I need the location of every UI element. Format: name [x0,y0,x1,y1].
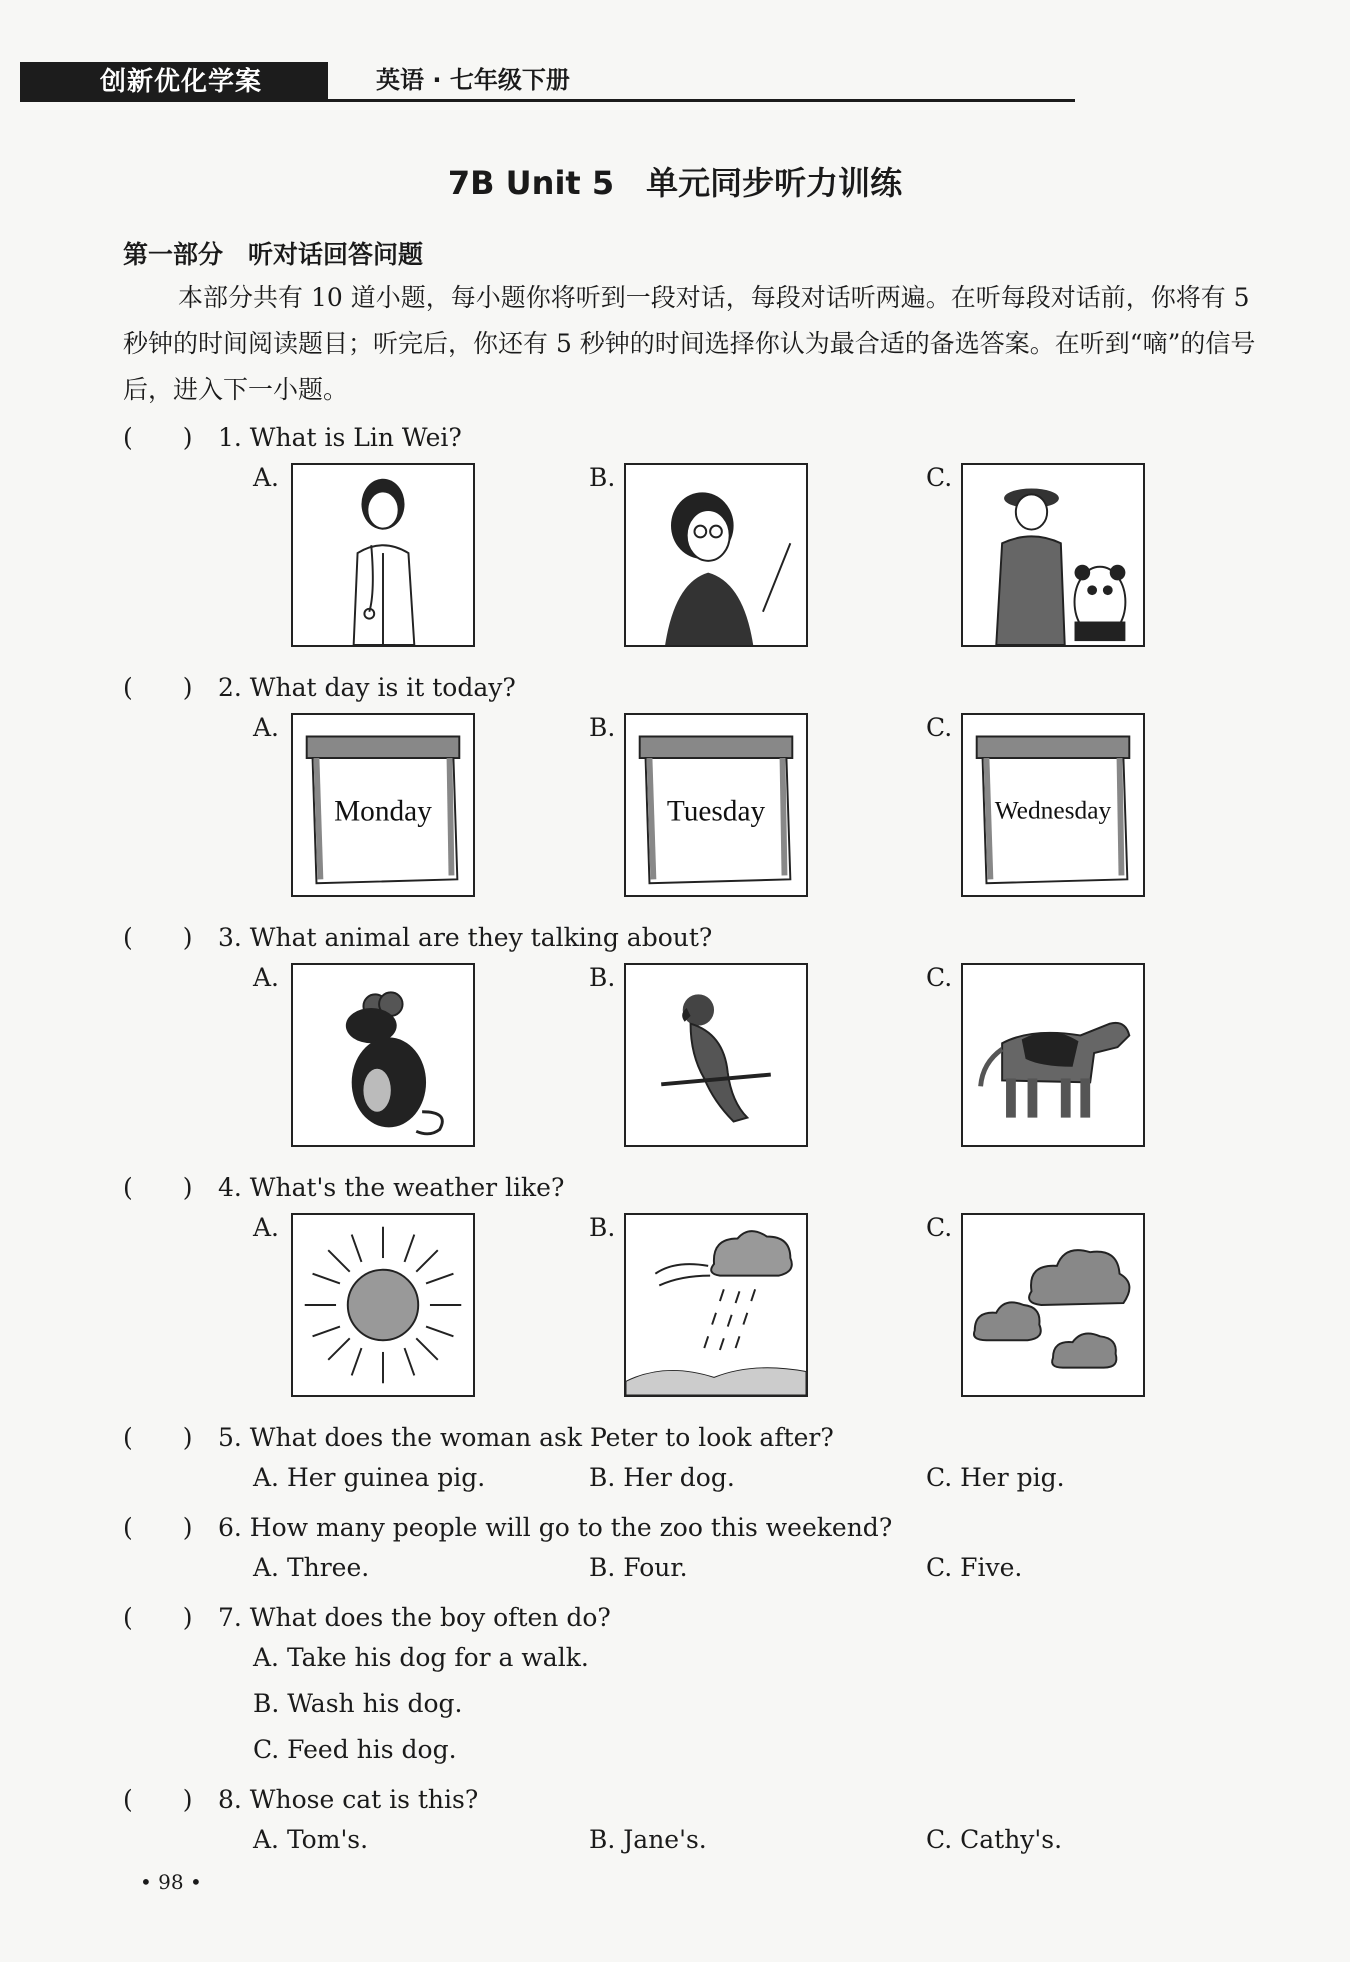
calendar-day-label: Wednesday [994,795,1112,825]
windy-rainy-picture[interactable] [624,1213,808,1397]
teacher-picture[interactable] [624,463,808,647]
option-label-c: C. [926,713,953,742]
question-6 [123,1508,892,1544]
answer-blank[interactable]: ( ) [123,1513,193,1542]
option-a[interactable]: A. Three. [253,1553,370,1582]
answer-blank[interactable]: ( ) [123,1603,193,1632]
calendar-tuesday-picture[interactable] [624,713,808,897]
option-label-b: B. [589,713,616,742]
calendar-day-label: Tuesday [666,795,766,828]
subject-label: 英语 · 七年级下册 [376,66,570,94]
option-c[interactable]: C. Her pig. [926,1463,1065,1492]
header-rule [20,99,1075,102]
question-text: 1. What is Lin Wei? [218,423,462,452]
zookeeper-with-panda-picture[interactable] [961,463,1145,647]
question-text: 6. How many people will go to the zoo this weekend? [218,1513,893,1542]
calendar-monday-picture[interactable] [291,713,475,897]
question-7 [123,1598,611,1634]
answer-blank[interactable]: ( ) [123,1173,193,1202]
calendar-day-label: Monday [334,795,432,828]
answer-blank[interactable]: ( ) [123,923,193,952]
question-8 [123,1780,478,1816]
brand-logo: 创新优化学案 [100,67,263,97]
question-text: 5. What does the woman ask Peter to look after? [218,1423,834,1452]
option-c[interactable]: C. Cathy's. [926,1825,1063,1854]
option-b[interactable]: B. Wash his dog. [253,1689,463,1718]
question-4 [123,1168,564,1204]
option-label-a: A. [253,463,280,492]
option-label-c: C. [926,963,953,992]
page-number: • 98 • [140,1870,202,1894]
question-5 [123,1418,834,1454]
page-title: 7B Unit 5 单元同步听力训练 [447,164,903,202]
mouse-picture[interactable] [291,963,475,1147]
answer-blank[interactable]: ( ) [123,673,193,702]
option-label-a: A. [253,963,280,992]
option-label-b: B. [589,963,616,992]
option-b[interactable]: B. Her dog. [589,1463,735,1492]
option-label-c: C. [926,463,953,492]
option-label-b: B. [589,1213,616,1242]
doctor-picture[interactable] [291,463,475,647]
question-2 [123,668,516,704]
question-3 [123,918,712,954]
question-text: 4. What's the weather like? [218,1173,565,1202]
option-a[interactable]: A. Tom's. [253,1825,369,1854]
option-label-a: A. [253,1213,280,1242]
cloudy-picture[interactable] [961,1213,1145,1397]
section-title: 第一部分 听对话回答问题 [123,240,424,269]
option-label-b: B. [589,463,616,492]
option-b[interactable]: B. Four. [589,1553,688,1582]
option-c[interactable]: C. Five. [926,1553,1023,1582]
option-a[interactable]: A. Take his dog for a walk. [253,1643,589,1672]
option-label-a: A. [253,713,280,742]
parrot-picture[interactable] [624,963,808,1147]
answer-blank[interactable]: ( ) [123,1423,193,1452]
option-a[interactable]: A. Her guinea pig. [253,1463,486,1492]
sunny-picture[interactable] [291,1213,475,1397]
option-label-c: C. [926,1213,953,1242]
answer-blank[interactable]: ( ) [123,1785,193,1814]
answer-blank[interactable]: ( ) [123,423,193,452]
calendar-wednesday-picture[interactable] [961,713,1145,897]
question-1 [123,418,462,454]
question-text: 3. What animal are they talking about? [218,923,713,952]
question-text: 8. Whose cat is this? [218,1785,479,1814]
question-text: 2. What day is it today? [218,673,516,702]
section-intro: 本部分共有 10 道小题，每小题你将听到一段对话，每段对话听两遍。在听每段对话前，你将有 5 秒钟的时间阅读题目；听完后，你还有 5 秒钟的时间选择你认为最合适的备选答案。在听到“嘀”的信号后，进入下一小题。 [123,283,1256,404]
option-b[interactable]: B. Jane's. [589,1825,707,1854]
dog-picture[interactable] [961,963,1145,1147]
option-c[interactable]: C. Feed his dog. [253,1735,457,1764]
question-text: 7. What does the boy often do? [218,1603,611,1632]
